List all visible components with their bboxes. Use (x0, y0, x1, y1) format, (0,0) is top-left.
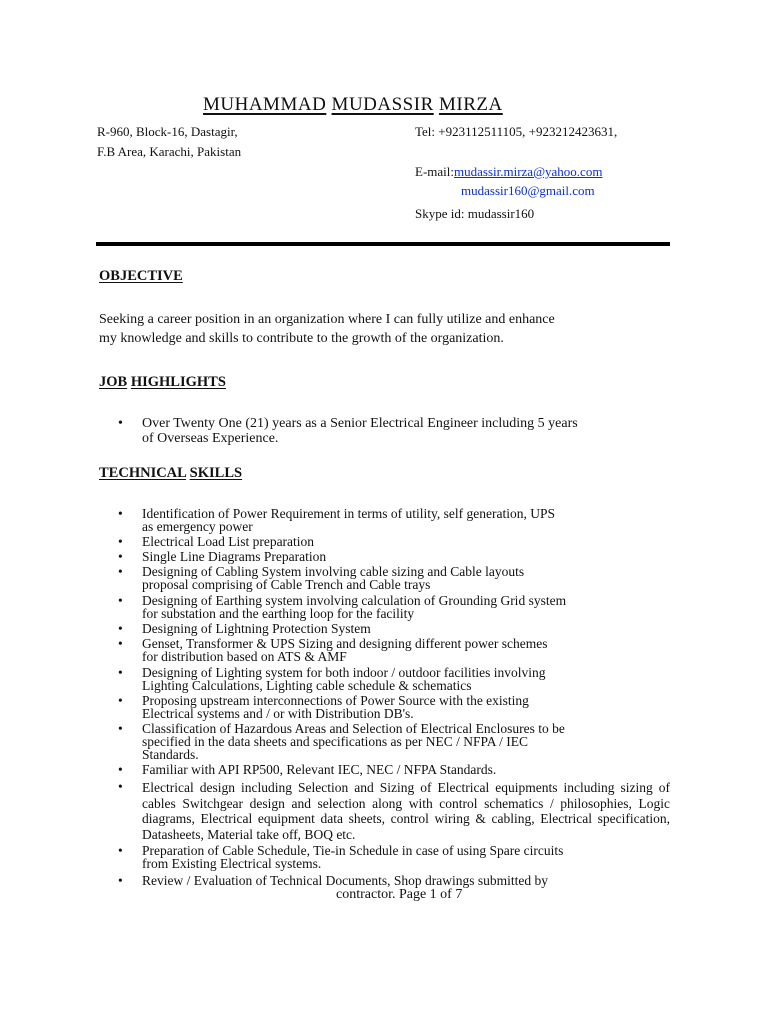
job-highlights-word-2: HIGHLIGHTS (130, 374, 226, 390)
list-item (118, 844, 670, 870)
bullet-icon: • (118, 593, 123, 608)
bullet-icon: • (118, 506, 123, 521)
list-item-line: specified in the data sheets and specifications as per NEC / NFPA / IEC (142, 734, 529, 749)
list-item-line: Familiar with API RP500, Relevant IEC, NEC / NFPA Standards. (142, 762, 497, 777)
list-item-line: proposal comprising of Cable Trench and Cable trays (142, 577, 431, 592)
list-item-line: for distribution based on ATS & AMF (142, 649, 347, 664)
technical-skills-word-1: TECHNICAL (99, 465, 187, 481)
skype-id: Skype id: mudassir160 (415, 206, 535, 221)
email-link-2[interactable]: mudassir160@gmail.com (461, 183, 595, 198)
email-line-2 (461, 183, 595, 199)
list-item-line: Designing of Lightning Protection System (142, 621, 371, 636)
list-item-line: as emergency power (142, 519, 253, 534)
list-item-line: Designing of Earthing system involving calculation of Grounding Grid system (142, 593, 567, 608)
list-item-line: Lighting Calculations, Lighting cable schedule & schematics (142, 678, 472, 693)
objective-line-1: Seeking a career position in an organization where I can fully utilize and enhance (99, 312, 555, 327)
list-item (118, 507, 670, 533)
job-highlights-heading (99, 374, 226, 391)
list-item-line: of Overseas Experience. (142, 431, 279, 446)
bullet-icon: • (118, 779, 123, 794)
name-last: MIRZA (439, 94, 503, 115)
bullet-icon: • (118, 762, 123, 777)
list-item-line: Preparation of Cable Schedule, Tie-in Schedule in case of using Spare circuits (142, 843, 564, 858)
list-item (118, 565, 670, 591)
list-item-line: Review / Evaluation of Technical Documents, Shop drawings submitted by (142, 873, 548, 888)
list-item-line: Identification of Power Requirement in terms of utility, self generation, UPS (142, 506, 556, 521)
bullet-icon: • (118, 873, 123, 888)
bullet-icon: • (118, 721, 123, 736)
list-item (118, 622, 670, 635)
list-item (118, 874, 670, 887)
bullet-icon: • (118, 549, 123, 564)
email-label: E-mail: (415, 164, 454, 179)
list-item (118, 594, 670, 620)
objective-heading-text: OBJECTIVE (99, 268, 183, 284)
bullet-icon: • (118, 416, 123, 431)
list-item (118, 694, 670, 720)
objective-line-2: my knowledge and skills to contribute to the growth of the organization. (99, 331, 504, 346)
job-highlights-list (118, 416, 670, 446)
bullet-icon: • (118, 534, 123, 549)
technical-skills-word-2: SKILLS (189, 465, 243, 481)
technical-skills-list (118, 507, 670, 887)
email-line-1 (415, 164, 602, 180)
list-item (118, 550, 670, 563)
list-item-line: Standards. (142, 747, 199, 762)
telephone: Tel: +923112511105, +923212423631, (415, 124, 618, 139)
list-item-line: Single Line Diagrams Preparation (142, 549, 327, 564)
list-item (118, 535, 670, 548)
list-item-line: Over Twenty One (21) years as a Senior Electrical Engineer including 5 years (142, 416, 578, 431)
list-item-line: from Existing Electrical systems. (142, 856, 322, 871)
list-item (118, 722, 670, 761)
bullet-icon: • (118, 843, 123, 858)
list-item-line: Classification of Hazardous Areas and Selection of Electrical Enclosures to be (142, 721, 565, 736)
objective-heading (99, 268, 183, 285)
bullet-icon: • (118, 564, 123, 579)
name-first: MUHAMMAD (203, 94, 327, 115)
bullet-icon: • (118, 621, 123, 636)
technical-skills-heading (99, 465, 242, 482)
list-item-line: for substation and the earthing loop for the facility (142, 606, 415, 621)
address-line-2: F.B Area, Karachi, Pakistan (97, 144, 242, 159)
list-item (118, 666, 670, 692)
list-item (118, 637, 670, 663)
bullet-icon: • (118, 693, 123, 708)
list-item-line: Genset, Transformer & UPS Sizing and designing different power schemes (142, 636, 548, 651)
job-highlights-word-1: JOB (99, 374, 128, 390)
list-item-line: Designing of Lighting system for both indoor / outdoor facilities involving (142, 665, 546, 680)
list-item (118, 416, 670, 446)
list-item-line: Designing of Cabling System involving cable sizing and Cable layouts (142, 564, 525, 579)
list-item (118, 780, 670, 842)
name-middle: MUDASSIR (331, 94, 434, 115)
list-item-line: Electrical Load List preparation (142, 534, 315, 549)
bullet-icon: • (118, 636, 123, 651)
bullet-icon: • (118, 665, 123, 680)
page-footer: contractor. Page 1 of 7 (336, 887, 463, 902)
email-link-1[interactable]: mudassir.mirza@yahoo.com (454, 164, 603, 179)
header-divider (96, 242, 670, 246)
list-item-line: Proposing upstream interconnections of Power Source with the existing (142, 693, 529, 708)
list-item (118, 763, 670, 776)
list-item-line: Electrical systems and / or with Distribution DB's. (142, 706, 414, 721)
address-line-1: R-960, Block-16, Dastagir, (97, 124, 238, 139)
list-item-paragraph: Electrical design including Selection and Sizing of Electrical equipments including sizing of cables Switchgear design and selection along with control schematics / philosophies, Logic diagrams, Electrical equipment data sheets, control wiring & cabling, Electrical specification, Datasheets, Material take off, BOQ etc. (142, 780, 670, 842)
